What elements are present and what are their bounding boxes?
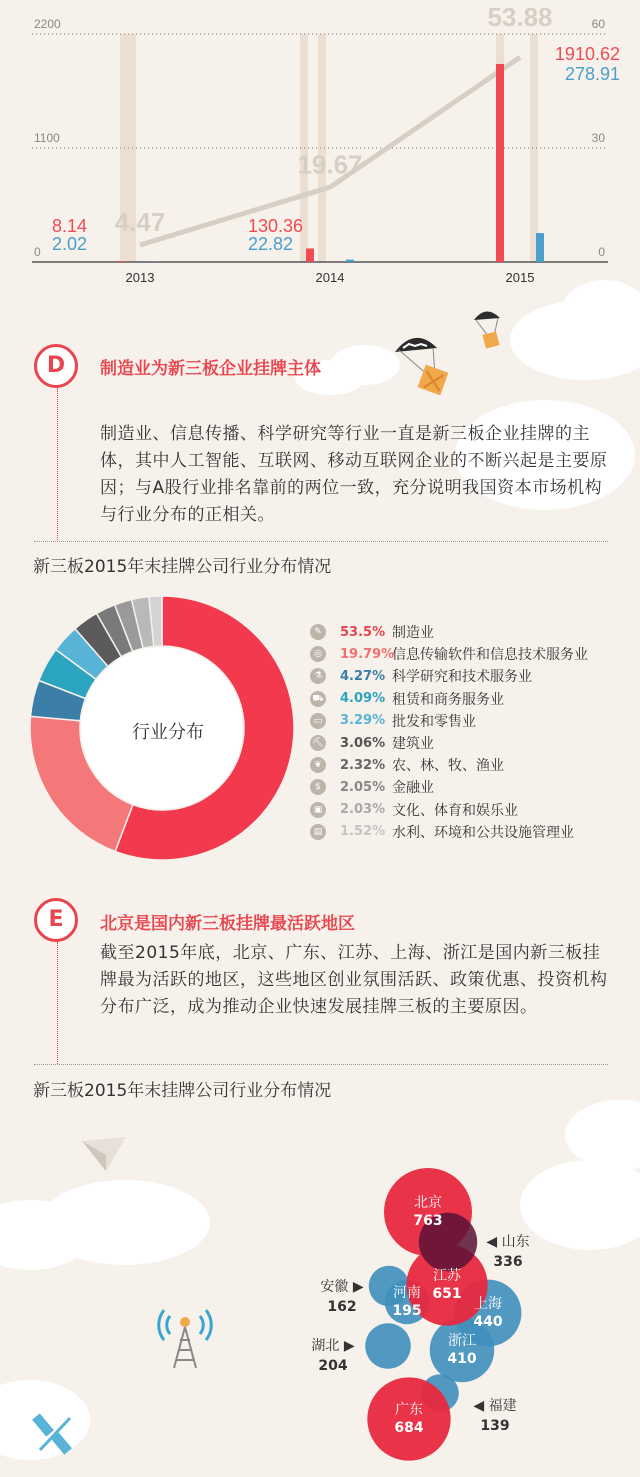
cloud-decoration	[560, 280, 640, 350]
bubble-label	[398, 1194, 458, 1230]
bubble-value: 651	[432, 1286, 462, 1302]
bubble-label	[458, 1295, 518, 1331]
revenue-growth-chart	[0, 0, 640, 300]
label-hubei-name: 湖北 ▶	[311, 1338, 355, 1354]
legend-label: 文化、体育和娱乐业	[392, 802, 518, 819]
legend-label: 科学研究和技术服务业	[392, 669, 532, 686]
globe-icon: ◎	[310, 646, 326, 662]
bubble-value: 763	[413, 1213, 443, 1229]
industry-chart-title: 新三板2015年末挂牌公司行业分布情况	[33, 557, 332, 577]
label-shandong-value: 336	[493, 1254, 523, 1270]
legend-item	[310, 621, 434, 643]
flask-icon: ⚗	[310, 668, 326, 684]
region-chart-title: 新三板2015年末挂牌公司行业分布情况	[33, 1081, 332, 1101]
section-d-timeline	[57, 388, 58, 542]
x-tick-label: 2015	[505, 270, 535, 285]
right-axis-tick: 30	[591, 131, 605, 145]
legend-percent: 2.32%	[340, 757, 386, 773]
legend-label: 农、林、牧、渔业	[392, 758, 504, 775]
tv-icon: ▣	[310, 802, 326, 818]
section-d-body: 制造业、信息传播、科学研究等行业一直是新三板企业挂牌的主体，其中人工智能、互联网、移动互联网企业的不断兴起是主要原因；与A股行业排名靠前的两位一致，充分说明我国资本市场机构与行业分布的正相关。	[100, 424, 608, 525]
bubble-name: 江苏	[433, 1268, 461, 1284]
bubble-label	[432, 1332, 492, 1368]
section-d-title: 制造业为新三板企业挂牌主体	[100, 359, 321, 379]
legend-percent: 2.03%	[340, 802, 386, 818]
label-fujian-value: 139	[480, 1418, 510, 1434]
right-axis-tick: 0	[598, 245, 605, 259]
label-hubei-value: 204	[318, 1358, 348, 1374]
legend-percent: 1.52%	[340, 824, 386, 840]
left-axis-tick: 0	[34, 245, 41, 259]
legend-item	[310, 776, 434, 798]
section-e-badge: E	[34, 898, 78, 942]
bubble-name: 广东	[395, 1402, 423, 1418]
legend-label: 金融业	[392, 780, 434, 797]
truck-icon: ▭	[310, 713, 326, 729]
bar-red-label: 8.14	[52, 216, 88, 236]
label-anhui-value: 162	[327, 1299, 357, 1315]
line-data-label: 53.88	[487, 2, 553, 32]
legend-item	[310, 710, 476, 732]
legend-label: 水利、环境和公共设施管理业	[392, 824, 574, 841]
legend-percent: 19.79%	[340, 646, 395, 662]
label-shandong-name: ◀ 山东	[486, 1234, 530, 1250]
bubble-name: 北京	[414, 1195, 442, 1211]
bubble-label	[379, 1401, 439, 1437]
legend-percent: 3.29%	[340, 713, 386, 729]
bubble-value: 195	[392, 1303, 422, 1319]
legend-percent: 3.06%	[340, 735, 386, 751]
bubble-name: 上海	[474, 1296, 502, 1312]
bar-blue	[346, 260, 354, 262]
section-e-body: 截至2015年底，北京、广东、江苏、上海、浙江是国内新三板挂牌最为活跃的地区，这些地区创业氛围活跃、政策优惠、投资机构分布广泛，成为推动企业快速发展挂牌三板的主要原因。	[100, 943, 608, 1017]
bubble-value: 684	[394, 1420, 424, 1436]
bar-blue-label: 278.91	[564, 64, 620, 84]
right-axis-tick: 60	[591, 17, 605, 31]
legend-label: 制造业	[392, 625, 434, 641]
parachute-crate-icon	[393, 330, 463, 400]
donut-center-label: 行业分布	[132, 722, 204, 743]
legend-label: 租赁和商务服务业	[392, 691, 504, 708]
legend-item	[310, 754, 504, 776]
parachute-crate-icon	[470, 306, 510, 350]
bar-red-label: 1910.62	[554, 44, 620, 64]
section-d-badge: D	[34, 344, 78, 388]
bubble-湖北	[365, 1323, 411, 1369]
legend-item	[310, 643, 588, 665]
bar-blue	[536, 233, 544, 262]
x-tick-label: 2013	[125, 270, 155, 285]
left-axis-tick: 1100	[34, 131, 60, 145]
legend-percent: 4.27%	[340, 668, 386, 684]
legend-item	[310, 665, 532, 687]
bubble-name: 浙江	[448, 1333, 476, 1349]
section-divider	[34, 541, 608, 542]
bar-blue-label: 22.82	[248, 234, 294, 254]
bar-red	[496, 64, 504, 262]
label-anhui	[312, 1277, 372, 1317]
bubble-value: 440	[473, 1314, 503, 1330]
moneybag-icon: $	[310, 779, 326, 795]
crane-icon: ⛏	[310, 735, 326, 751]
section-e-timeline	[57, 942, 58, 1064]
legend-label: 信息传输软件和信息技术服务业	[392, 647, 588, 664]
legend-percent: 2.05%	[340, 779, 386, 795]
bar-blue-label: 2.02	[52, 234, 88, 254]
bar-red-label: 130.36	[248, 216, 304, 236]
legend-label: 批发和零售业	[392, 713, 476, 730]
label-fujian	[465, 1396, 525, 1436]
bar-red	[118, 261, 126, 262]
legend-item	[310, 821, 574, 843]
bubble-label	[377, 1284, 437, 1320]
label-fujian-name: ◀ 福建	[473, 1398, 517, 1414]
legend-percent: 53.5%	[340, 624, 386, 640]
bubble-value: 410	[447, 1351, 477, 1367]
section-divider	[34, 1064, 608, 1065]
x-tick-label: 2014	[315, 270, 345, 285]
line-data-label: 4.47	[114, 207, 166, 238]
legend-item	[310, 688, 504, 710]
legend-item	[310, 799, 518, 821]
bubble-name: 河南	[393, 1285, 421, 1301]
legend-label: 建筑业	[392, 736, 434, 752]
cart-icon: ⛟	[310, 691, 326, 707]
section-e-title: 北京是国内新三板挂牌最活跃地区	[100, 914, 355, 934]
label-anhui-name: 安徽 ▶	[320, 1279, 364, 1295]
legend-percent: 4.09%	[340, 691, 386, 707]
building-icon: ▤	[310, 824, 326, 840]
line-data-label: 19.67	[297, 149, 363, 180]
legend-item	[310, 732, 434, 754]
leaf-icon: ❦	[310, 757, 326, 773]
label-hubei	[303, 1336, 363, 1376]
label-shandong	[478, 1232, 538, 1272]
left-axis-tick: 2200	[34, 17, 61, 31]
wrench-icon: ✎	[310, 624, 326, 640]
bar-red	[306, 248, 314, 262]
